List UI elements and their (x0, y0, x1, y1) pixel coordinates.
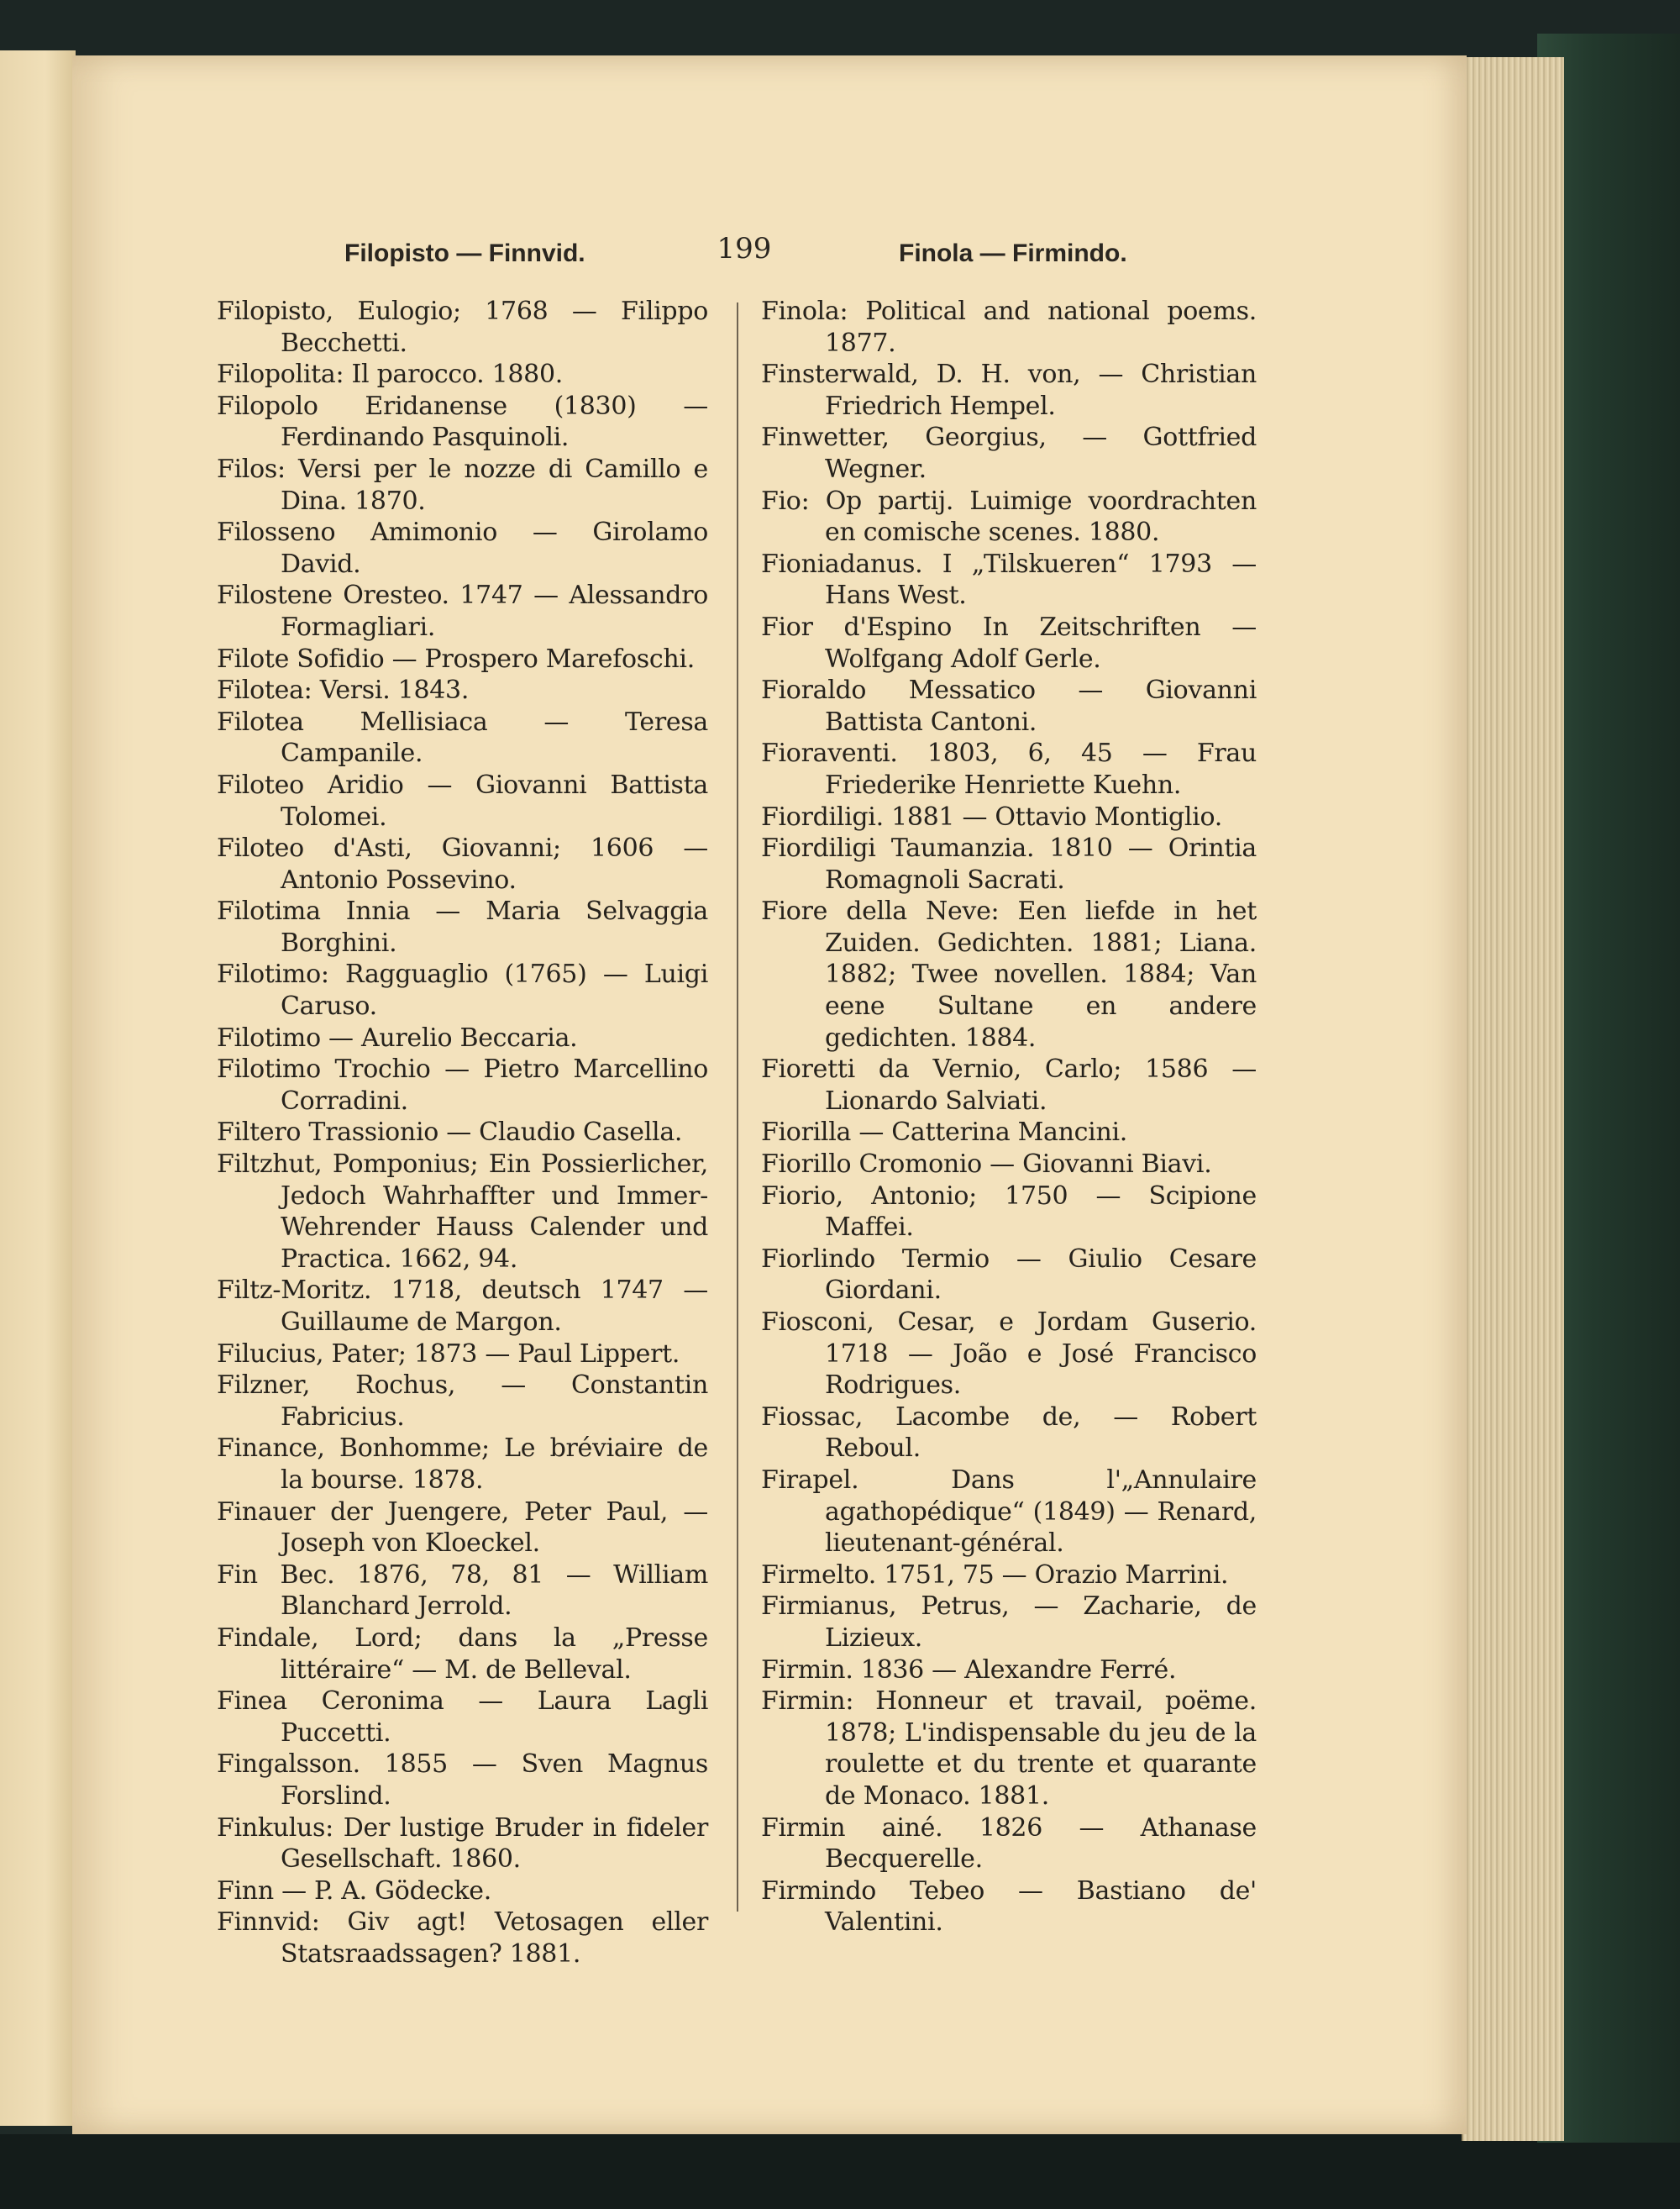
index-entry: Filotea: Versi. 1843. (217, 676, 470, 706)
index-entry: Filtz-Moritz. 1718, deutsch 1747 — Guillaume de Margon. (217, 1275, 708, 1337)
index-entry: Fiorillo Cromonio — Giovanni Biavi. (761, 1149, 1212, 1180)
index-entry: Finnvid: Giv agt! Vetosagen eller Statsraadssagen? 1881. (217, 1907, 708, 1969)
index-entry: Fiorio, Antonio; 1750 — Scipione Maffei. (761, 1181, 1257, 1243)
index-entry: Finwetter, Georgius, — Gottfried Wegner. (761, 423, 1257, 484)
index-entry: Firmianus, Petrus, — Zacharie, de Lizieux. (761, 1591, 1257, 1653)
index-entry: Filopisto, Eulogio; 1768 — Filippo Becchetti. (217, 297, 708, 358)
right-column (761, 296, 1257, 1938)
index-entry: Filos: Versi per le nozze di Camillo e Dina. 1870. (217, 454, 708, 516)
index-entry: Firmin. 1836 — Alexandre Ferré. (761, 1654, 1177, 1685)
index-entry: Filoteo d'Asti, Giovanni; 1606 — Antonio Possevino. (217, 834, 708, 895)
index-entry: Filosseno Amimonio — Girolamo David. (217, 518, 708, 579)
index-entry: Fioraventi. 1803, 6, 45 — Frau Friederike Henriette Kuehn. (761, 739, 1257, 800)
index-entry: Filote Sofidio — Prospero Marefoschi. (217, 644, 695, 674)
index-entry: Firmelto. 1751, 75 — Orazio Marrini. (761, 1559, 1229, 1590)
index-entry: Filotea Mellisiaca — Teresa Campanile. (217, 707, 708, 769)
index-entry: Fioretti da Vernio, Carlo; 1586 — Lionardo Salviati. (761, 1055, 1257, 1116)
index-entry: Fio: Op partij. Luimige voordrachten en comische scenes. 1880. (761, 486, 1257, 548)
column-divider (737, 302, 738, 1912)
index-entry: Fin Bec. 1876, 78, 81 — William Blanchard Jerrold. (217, 1559, 708, 1622)
index-entry: Fior d'Espino In Zeitschriften — Wolfgang Adolf Gerle. (761, 612, 1257, 674)
page-block-edges (1462, 57, 1564, 2141)
index-entry: Fiorlindo Termio — Giulio Cesare Giordani. (761, 1244, 1257, 1306)
index-entry: Fiosconi, Cesar, e Jordam Guserio. 1718 — João e José Francisco Rodrigues. (761, 1307, 1257, 1401)
index-entry: Fiore della Neve: Een liefde in het Zuiden. Gedichten. 1881; Liana. 1882; Twee novellen. 1884; Van eene Sultane en andere gedichten. 1884. (761, 897, 1257, 1053)
index-entry: Firapel. Dans l'„Annulaire agathopédique“ (1849) — Renard, lieutenant-général. (761, 1465, 1257, 1559)
index-entry: Finauer der Juengere, Peter Paul, — Joseph von Kloeckel. (217, 1496, 708, 1559)
index-entry: Filtzhut, Pomponius; Ein Possierlicher, Jedoch Wahrhaffter und Immer-Wehrender Hauss Calender und Practica. 1662, 94. (217, 1149, 708, 1274)
index-entry: Filzner, Rochus, — Constantin Fabricius. (217, 1370, 708, 1432)
index-entry: Filopolita: Il parocco. 1880. (217, 360, 563, 390)
scan-background-top (0, 0, 1680, 59)
index-entry: Fiossac, Lacombe de, — Robert Reboul. (761, 1402, 1257, 1464)
left-column (217, 296, 708, 1970)
running-head-left: Filopisto — Finnvid. (344, 239, 585, 267)
index-entry: Fioniadanus. I „Tilskueren“ 1793 — Hans West. (761, 549, 1257, 611)
index-entry: Filotimo — Aurelio Beccaria. (217, 1023, 578, 1053)
index-entry: Fioraldo Messatico — Giovanni Battista Cantoni. (761, 676, 1257, 737)
index-entry: Finsterwald, D. H. von, — Christian Friedrich Hempel. (761, 360, 1257, 421)
index-entry: Finola: Political and national poems. 1877. (761, 297, 1257, 358)
page-number: 199 (717, 232, 772, 266)
index-entry: Filostene Oresteo. 1747 — Alessandro Formagliari. (217, 581, 708, 642)
index-entry: Firmindo Tebeo — Bastiano de' Valentini. (761, 1875, 1257, 1938)
scan-background-bottom (0, 2134, 1680, 2209)
index-entry: Filotimo Trochio — Pietro Marcellino Corradini. (217, 1055, 708, 1116)
index-entry: Fingalsson. 1855 — Sven Magnus Forslind. (217, 1749, 708, 1811)
index-entry: Finn — P. A. Gödecke. (217, 1875, 491, 1906)
index-entry: Filotima Innia — Maria Selvaggia Borghini. (217, 897, 708, 958)
running-head-right: Finola — Firmindo. (899, 239, 1127, 267)
index-entry: Finkulus: Der lustige Bruder in fideler Gesellschaft. 1860. (217, 1812, 708, 1875)
index-entry: Fiordiligi. 1881 — Ottavio Montiglio. (761, 802, 1222, 832)
index-entry: Filucius, Pater; 1873 — Paul Lippert. (217, 1339, 680, 1369)
index-entry: Finance, Bonhomme; Le bréviaire de la bourse. 1878. (217, 1433, 708, 1495)
index-entry: Fiordiligi Taumanzia. 1810 — Orintia Romagnoli Sacrati. (761, 834, 1257, 895)
index-entry: Filopolo Eridanense (1830) — Ferdinando Pasquinoli. (217, 391, 708, 453)
index-entry: Filtero Trassionio — Claudio Casella. (217, 1118, 683, 1148)
index-entry: Firmin: Honneur et travail, poëme. 1878; L'indispensable du jeu de la roulette et du trente et quarante de Monaco. 1881. (761, 1686, 1257, 1811)
facing-page-edge (0, 50, 76, 2126)
index-entry: Firmin ainé. 1826 — Athanase Becquerelle. (761, 1812, 1257, 1875)
index-entry: Findale, Lord; dans la „Presse littéraire“ — M. de Belleval. (217, 1623, 708, 1685)
index-entry: Finea Ceronima — Laura Lagli Puccetti. (217, 1686, 708, 1748)
index-entry: Filotimo: Ragguaglio (1765) — Luigi Caruso. (217, 960, 708, 1022)
index-entry: Filoteo Aridio — Giovanni Battista Tolomei. (217, 770, 708, 832)
index-entry: Fiorilla — Catterina Mancini. (761, 1118, 1128, 1148)
